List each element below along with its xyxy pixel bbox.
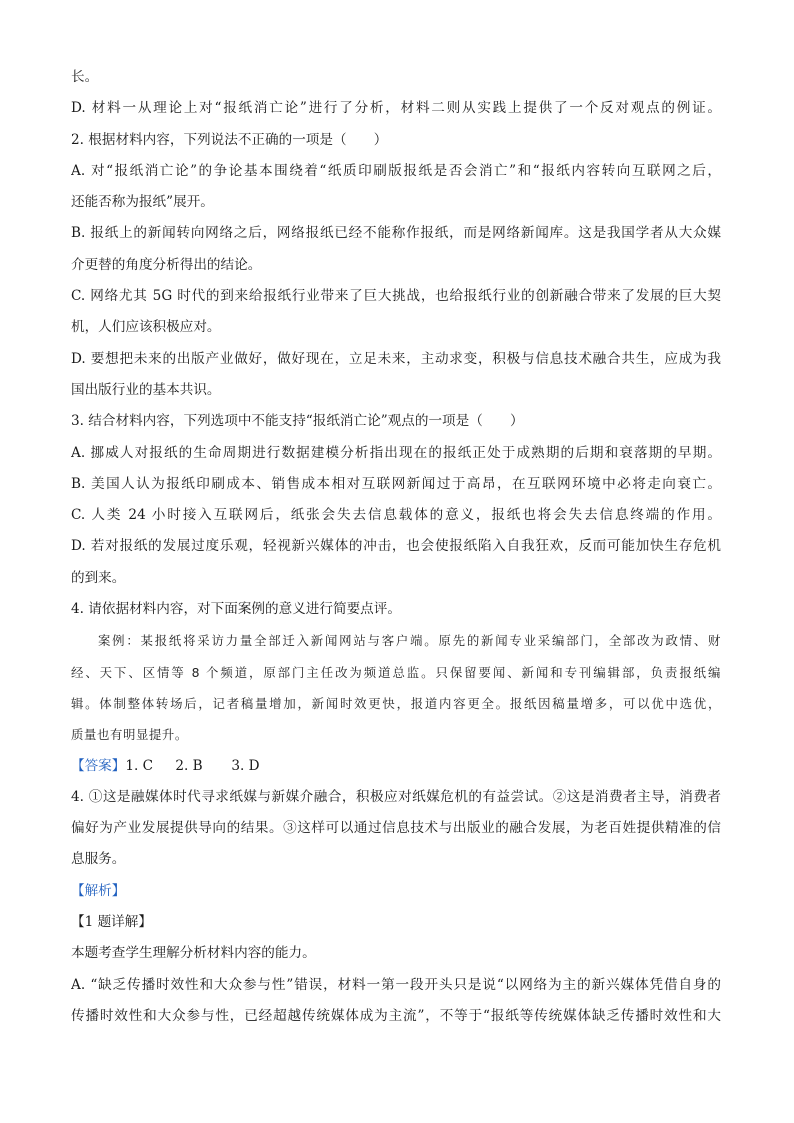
option-c: C. 人类 24 小时接入互联网后，纸张会失去信息载体的意义，报纸也将会失去信息终端的作用。	[71, 507, 721, 524]
analysis-text: 传播时效性和大众参与性，已经超越传统媒体成为主流”，不等于“报纸等传统媒体缺乏传播时效性和大	[71, 1007, 721, 1024]
option-c: C. 网络尤其 5G 时代的到来给报纸行业带来了巨大挑战，也给报纸行业的创新融合带来了发展的巨大契	[71, 288, 721, 305]
case-text: 案例：某报纸将采访力量全部迁入新闻网站与客户端。原先的新闻专业采编部门，全部改为政情、财	[98, 633, 721, 649]
question-3: 3. 结合材料内容，下列选项中不能支持“报纸消亡论”观点的一项是（ ）	[71, 413, 524, 430]
answer-label: 【答案】	[71, 757, 126, 774]
answer-item: 2. B	[175, 757, 203, 774]
option-a: A. 对“报纸消亡论”的争论基本围绕着“纸质印刷版报纸是否会消亡”和“报纸内容转向互联网之后，	[71, 162, 721, 179]
analysis-text: A. “缺乏传播时效性和大众参与性”错误，材料一第一段开头只是说“以网络为主的新兴媒体凭借自身的	[71, 976, 721, 993]
text-line: D. 材料一从理论上对“报纸消亡论”进行了分析，材料二则从实践上提供了一个反对观点的例证。	[71, 100, 721, 117]
answer-4-text: 偏好为产业发展提供导向的结果。③这样可以通过信息技术与出版业的融合发展，为老百姓提供精准的信	[71, 820, 721, 837]
answer-item: 1. C	[125, 757, 154, 774]
answer-4-text: 4. ①这是融媒体时代寻求纸媒与新媒介融合，积极应对纸媒危机的有益尝试。②这是消费者主导，消费者	[71, 788, 721, 805]
text-line: 国出版行业的基本共识。	[71, 381, 221, 398]
answer-row	[71, 751, 721, 782]
text-line: 机，人们应该积极应对。	[71, 319, 221, 336]
question-4: 4. 请依据材料内容，对下面案例的意义进行简要点评。	[71, 601, 401, 618]
text-line: 还能否称为报纸”展开。	[71, 194, 214, 211]
case-text: 质量也有明显提升。	[71, 727, 188, 743]
option-d: D. 若对报纸的发展过度乐观，轻视新兴媒体的冲击，也会使报纸陷入自我狂欢，反而可能加快生存危机	[71, 538, 721, 555]
option-a: A. 挪威人对报纸的生命周期进行数据建模分析指出现在的报纸正处于成熟期的后期和衰落期的早期。	[71, 444, 721, 461]
document-body	[71, 62, 721, 1032]
text-line: 的到来。	[71, 569, 126, 586]
option-b: B. 美国人认为报纸印刷成本、销售成本相对互联网新闻过于高昂，在互联网环境中必将走向衰亡。	[71, 475, 721, 492]
text-line: 长。	[71, 69, 99, 85]
option-b: B. 报纸上的新闻转向网络之后，网络报纸已经不能称作报纸，而是网络新闻库。这是我国学者从大众媒	[71, 225, 721, 242]
option-d: D. 要想把未来的出版产业做好，做好现在，立足未来，主动求变，积极与信息技术融合共生，应成为我	[71, 350, 721, 367]
answer-4-text: 息服务。	[71, 851, 126, 868]
text-line: 介更替的角度分析得出的结论。	[71, 256, 262, 273]
answer-item: 3. D	[231, 757, 260, 774]
detail-label: 【1 题详解】	[71, 914, 152, 931]
analysis-text: 本题考查学生理解分析材料内容的能力。	[71, 945, 316, 962]
question-2: 2. 根据材料内容，下列说法不正确的一项是（ ）	[71, 131, 388, 148]
case-text: 辑。体制整体转场后，记者稿量增加，新闻时效更快，报道内容更全。报纸因稿量增多，可以优中选优，	[71, 695, 721, 711]
case-text: 经、天下、区情等 8 个频道，原部门主任改为频道总监。只保留要闻、新闻和专刊编辑部，负责报纸编	[71, 664, 721, 680]
analysis-label: 【解析】	[71, 882, 126, 899]
